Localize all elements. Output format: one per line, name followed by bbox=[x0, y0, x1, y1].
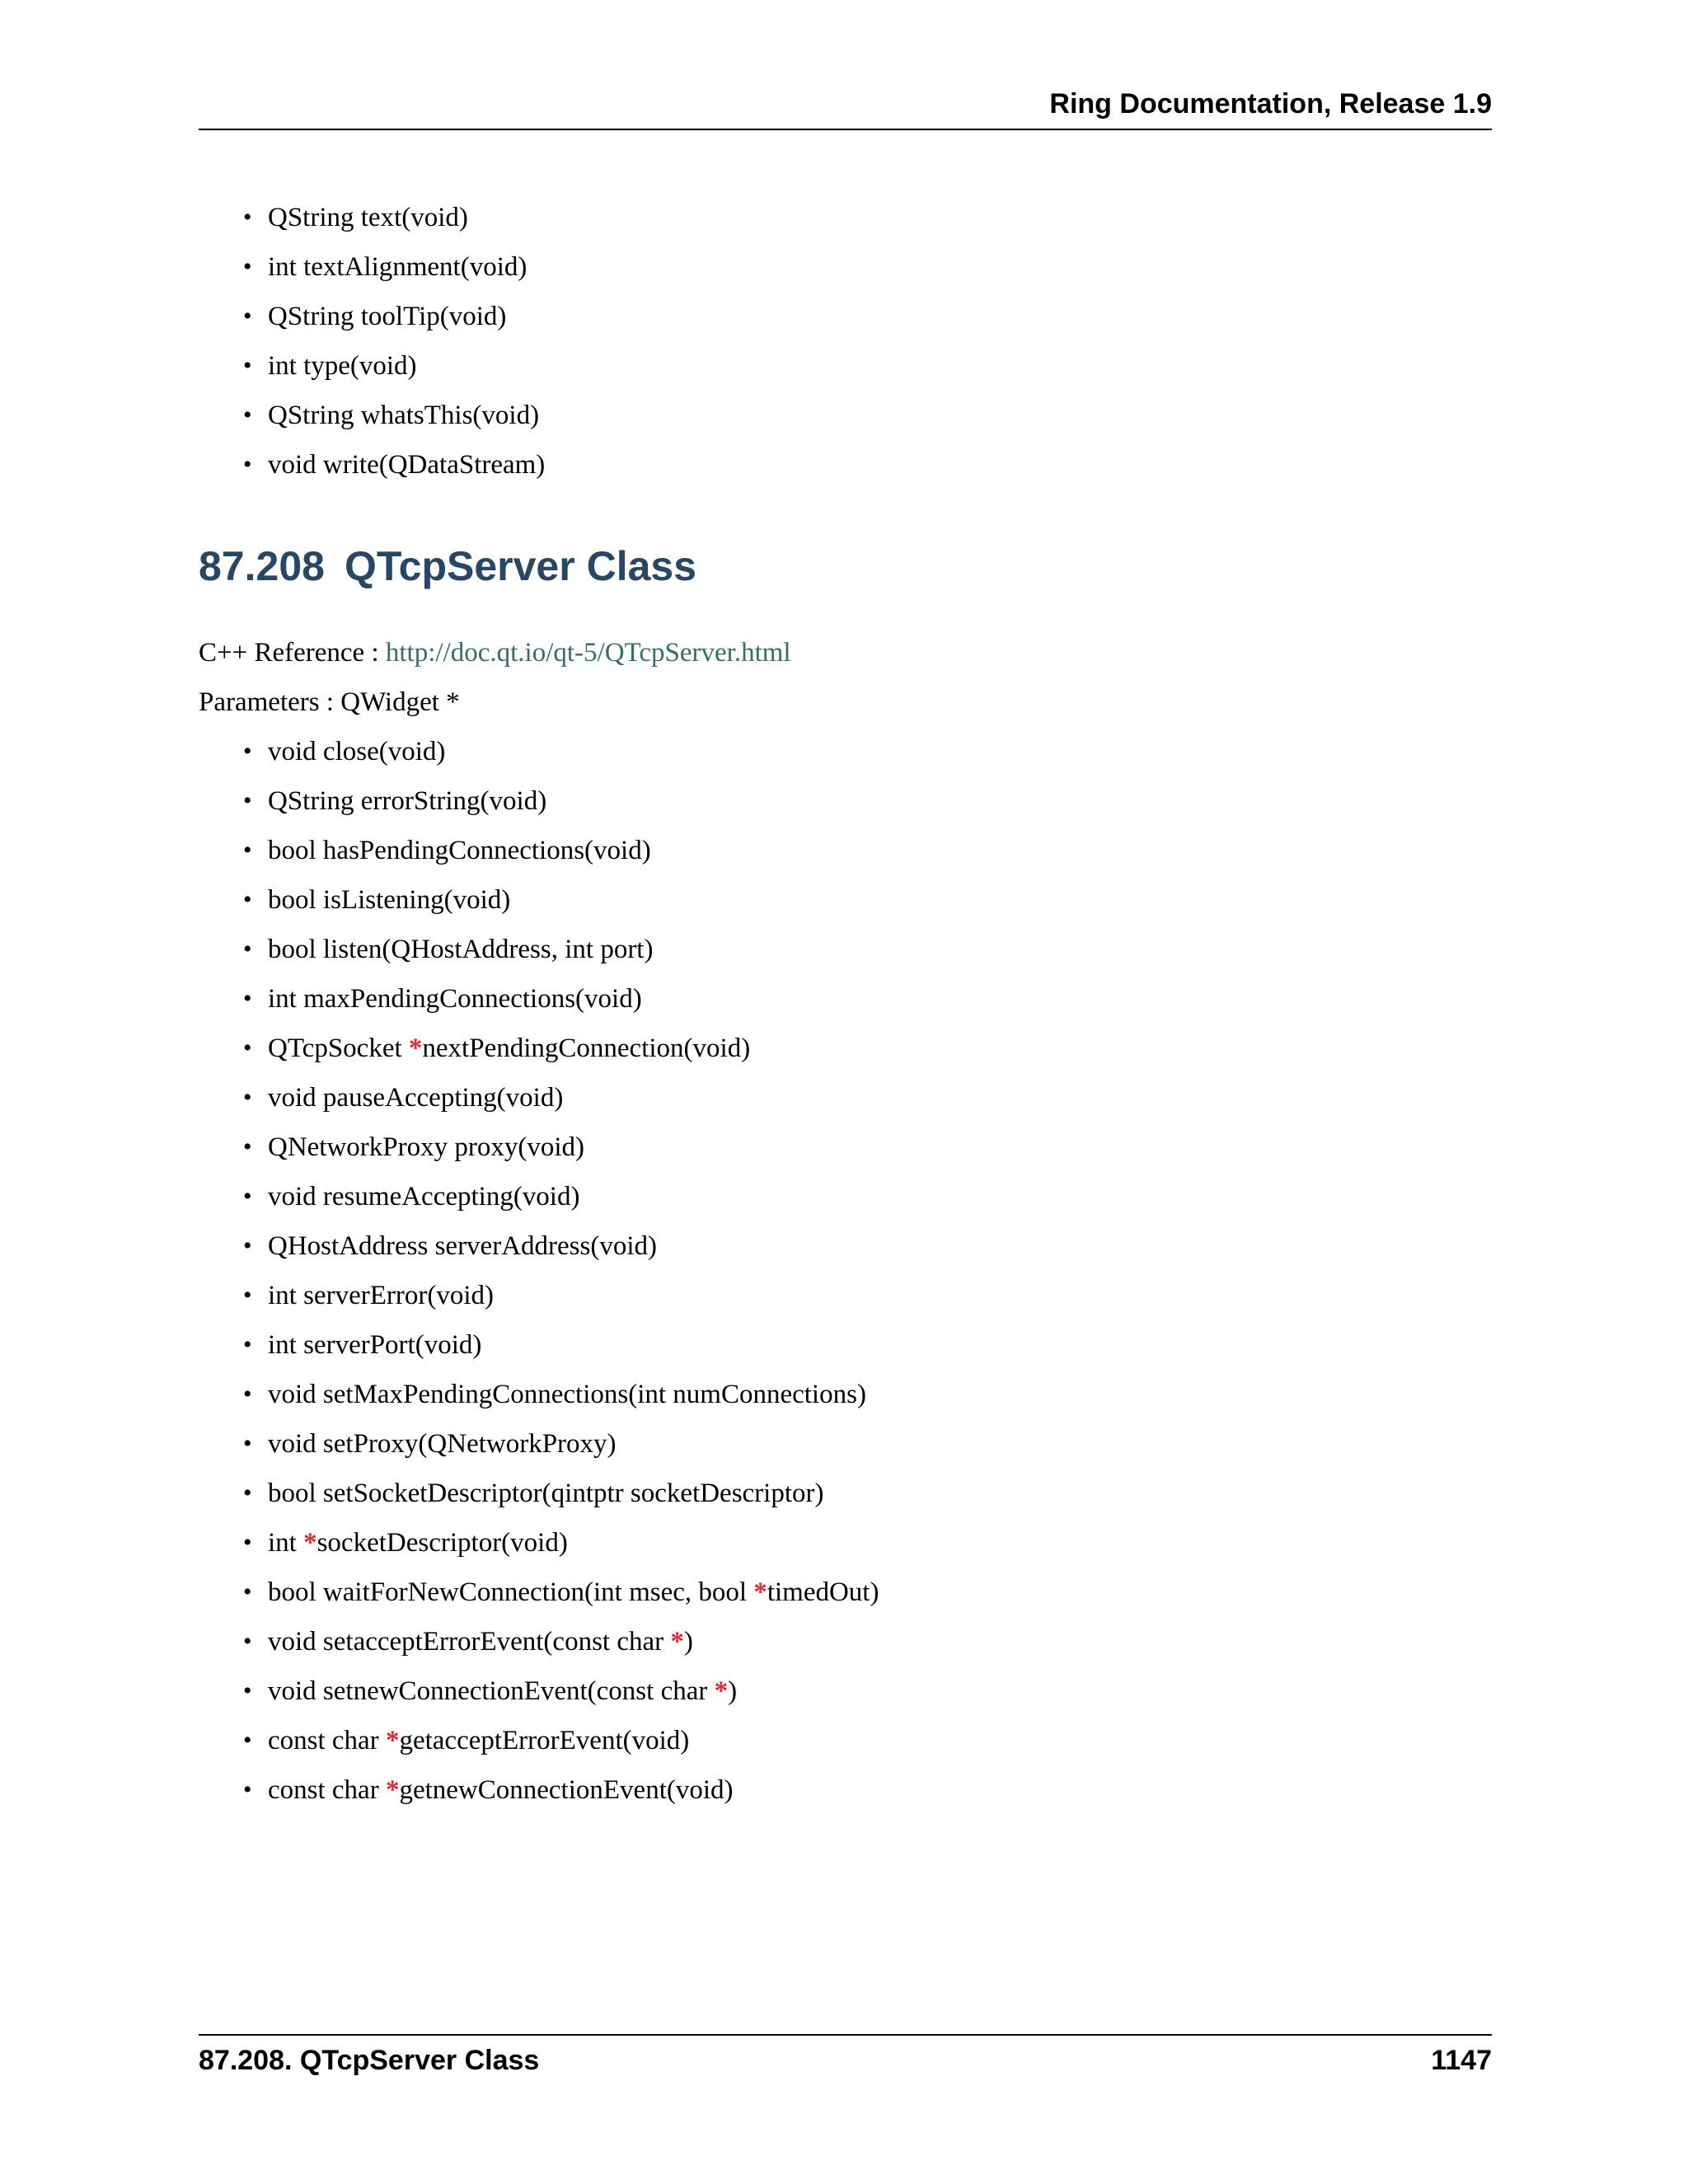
parameters-line: Parameters : QWidget * bbox=[199, 687, 460, 717]
method-text: bool hasPendingConnections(void) bbox=[268, 836, 651, 865]
method-item bbox=[243, 1271, 1479, 1320]
method-item bbox=[243, 1666, 1479, 1716]
section-number: 87.208 bbox=[199, 543, 325, 589]
page-footer bbox=[199, 2034, 1492, 2085]
method-item bbox=[243, 1469, 1479, 1518]
method-item bbox=[243, 727, 1479, 776]
method-item bbox=[243, 875, 1479, 925]
footer-section: 87.208. QTcpServer Class bbox=[199, 2045, 540, 2076]
method-item bbox=[243, 1172, 1479, 1221]
method-text: QString errorString(void) bbox=[268, 786, 547, 816]
method-item bbox=[243, 925, 1479, 974]
method-text: bool listen(QHostAddress, int port) bbox=[268, 935, 654, 964]
method-item bbox=[243, 1320, 1479, 1370]
pointer-star: * bbox=[753, 1577, 767, 1607]
method-item bbox=[243, 1221, 1479, 1271]
method-text: void pauseAccepting(void) bbox=[268, 1083, 564, 1113]
method-text: QNetworkProxy proxy(void) bbox=[268, 1132, 585, 1162]
pointer-star: * bbox=[670, 1627, 684, 1657]
method-text: void setnewConnectionEvent(const char bbox=[268, 1676, 715, 1706]
method-text: void setProxy(QNetworkProxy) bbox=[268, 1429, 617, 1459]
method-item bbox=[243, 1370, 1479, 1419]
method-text: timedOut) bbox=[767, 1577, 879, 1607]
method-text: int serverPort(void) bbox=[268, 1330, 482, 1360]
method-text: QHostAddress serverAddress(void) bbox=[268, 1231, 657, 1261]
pointer-star: * bbox=[714, 1676, 729, 1706]
pointer-star: * bbox=[408, 1033, 423, 1063]
method-text: void close(void) bbox=[268, 737, 446, 766]
top-method-list bbox=[243, 193, 1479, 490]
list-item: • void write(QDataStream) bbox=[243, 440, 1479, 490]
method-item bbox=[243, 1716, 1479, 1765]
header-title: Ring Documentation, Release 1.9 bbox=[1049, 88, 1492, 120]
method-item bbox=[243, 1518, 1479, 1568]
method-item bbox=[243, 826, 1479, 875]
method-text: ) bbox=[728, 1676, 738, 1706]
method-item bbox=[243, 1765, 1479, 1815]
method-text: void setacceptErrorEvent(const char bbox=[268, 1627, 671, 1657]
method-text: bool setSocketDescriptor(qintptr socketDescriptor) bbox=[268, 1479, 824, 1508]
list-item: • int textAlignment(void) bbox=[243, 242, 1479, 292]
method-text: QTcpSocket bbox=[268, 1033, 409, 1063]
method-text: ) bbox=[683, 1627, 693, 1657]
method-item bbox=[243, 776, 1479, 826]
method-text: nextPendingConnection(void) bbox=[422, 1033, 751, 1063]
method-list bbox=[243, 727, 1479, 1815]
method-text: void setMaxPendingConnections(int numConnections) bbox=[268, 1380, 866, 1409]
method-text: bool isListening(void) bbox=[268, 885, 511, 915]
method-text: int serverError(void) bbox=[268, 1281, 494, 1310]
method-text: void resumeAccepting(void) bbox=[268, 1182, 580, 1212]
pointer-star: * bbox=[303, 1528, 317, 1558]
section-heading bbox=[199, 537, 696, 595]
method-text: bool waitForNewConnection(int msec, bool bbox=[268, 1577, 754, 1607]
method-item bbox=[243, 1073, 1479, 1122]
cpp-reference-line bbox=[199, 628, 791, 677]
page-number: 1147 bbox=[1431, 2045, 1492, 2076]
method-text: const char bbox=[268, 1726, 386, 1755]
cpp-reference-label: C++ Reference : bbox=[199, 638, 386, 668]
method-text: getnewConnectionEvent(void) bbox=[399, 1775, 734, 1805]
list-item: • int type(void) bbox=[243, 341, 1479, 391]
pointer-star: * bbox=[385, 1775, 400, 1805]
method-item bbox=[243, 1122, 1479, 1172]
list-item: • QString toolTip(void) bbox=[243, 292, 1479, 341]
method-text: int bbox=[268, 1528, 304, 1558]
method-item bbox=[243, 1568, 1479, 1617]
page-header bbox=[199, 88, 1492, 130]
list-item: • QString whatsThis(void) bbox=[243, 391, 1479, 440]
cpp-reference-link[interactable]: http://doc.qt.io/qt-5/QTcpServer.html bbox=[385, 638, 791, 668]
section-title: QTcpServer Class bbox=[344, 543, 697, 589]
method-text: getacceptErrorEvent(void) bbox=[399, 1726, 690, 1755]
method-text: socketDescriptor(void) bbox=[316, 1528, 568, 1558]
list-item: • QString text(void) bbox=[243, 193, 1479, 242]
method-item bbox=[243, 1419, 1479, 1469]
pointer-star: * bbox=[385, 1726, 400, 1755]
method-text: const char bbox=[268, 1775, 386, 1805]
method-item bbox=[243, 974, 1479, 1024]
method-item bbox=[243, 1024, 1479, 1073]
method-item bbox=[243, 1617, 1479, 1666]
method-text: int maxPendingConnections(void) bbox=[268, 984, 642, 1014]
